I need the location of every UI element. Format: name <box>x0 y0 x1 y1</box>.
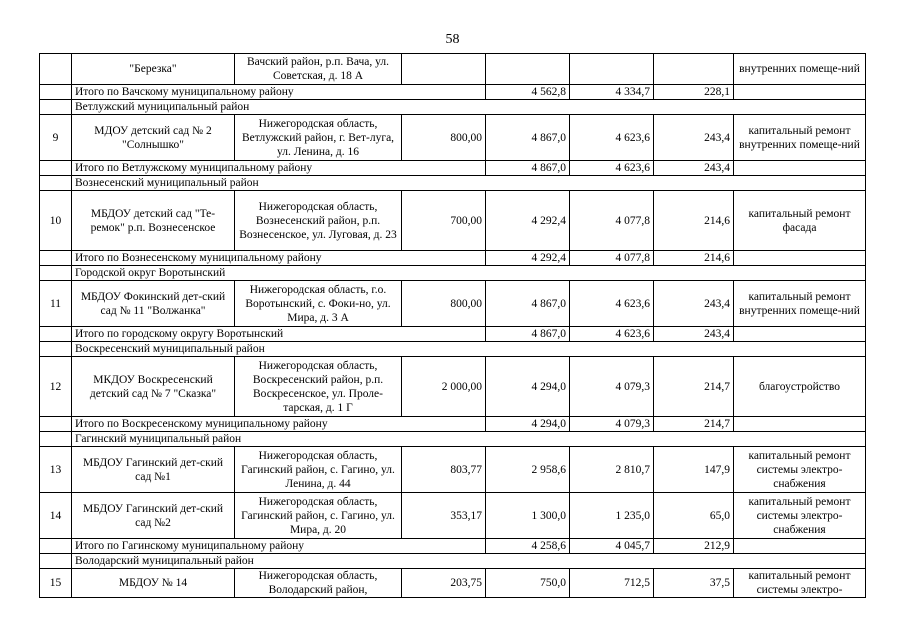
table-row <box>40 493 866 539</box>
empty-cell <box>734 161 866 176</box>
estimated-cost: 700,00 <box>402 191 486 251</box>
funding-local: 243,4 <box>654 115 734 161</box>
institution-name: МБДОУ детский сад "Те-ремок" р.п. Вознесенское <box>72 191 235 251</box>
subtotal-total: 4 867,0 <box>486 327 570 342</box>
empty-cell <box>40 176 72 191</box>
section-row <box>40 100 866 115</box>
subtotal-regional: 4 623,6 <box>570 161 654 176</box>
section-label: Володарский муниципальный район <box>72 554 866 569</box>
institution-address: Нижегородская область, Ветлужский район, г. Вет-луга, ул. Ленина, д. 16 <box>235 115 402 161</box>
subtotal-local: 214,7 <box>654 417 734 432</box>
estimated-cost: 203,75 <box>402 569 486 598</box>
table-row <box>40 281 866 327</box>
subtotal-label: Итого по Гагинскому муниципальному району <box>72 539 486 554</box>
section-row <box>40 342 866 357</box>
section-label: Городской округ Воротынский <box>72 266 866 281</box>
empty-cell <box>40 161 72 176</box>
empty-cell <box>40 342 72 357</box>
institution-address: Нижегородская область, Гагинский район, с. Гагино, ул. Ленина, д. 44 <box>235 447 402 493</box>
row-number: 10 <box>40 191 72 251</box>
table-row <box>40 569 866 598</box>
work-type: капитальный ремонт системы электро-снабжения <box>734 493 866 539</box>
funding-total: 750,0 <box>486 569 570 598</box>
section-label: Ветлужский муниципальный район <box>72 100 866 115</box>
estimated-cost: 2 000,00 <box>402 357 486 417</box>
subtotal-label: Итого по Ветлужскому муниципальному району <box>72 161 486 176</box>
section-row <box>40 554 866 569</box>
section-row <box>40 266 866 281</box>
funding-regional <box>570 54 654 85</box>
funding-local: 243,4 <box>654 281 734 327</box>
section-label: Воскресенский муниципальный район <box>72 342 866 357</box>
estimated-cost <box>402 54 486 85</box>
table-row <box>40 357 866 417</box>
work-type: капитальный ремонт системы электро-снабжения <box>734 447 866 493</box>
work-type: капитальный ремонт внутренних помеще-ний <box>734 115 866 161</box>
institution-name: МБДОУ Гагинский дет-ский сад №1 <box>72 447 235 493</box>
empty-cell <box>40 266 72 281</box>
subtotal-total: 4 562,8 <box>486 85 570 100</box>
funding-regional: 1 235,0 <box>570 493 654 539</box>
subtotal-regional: 4 079,3 <box>570 417 654 432</box>
row-number: 12 <box>40 357 72 417</box>
institution-address: Нижегородская область, Гагинский район, с. Гагино, ул. Мира, д. 20 <box>235 493 402 539</box>
empty-cell <box>734 539 866 554</box>
institution-address: Нижегородская область, Володарский район, <box>235 569 402 598</box>
empty-cell <box>40 100 72 115</box>
section-row <box>40 176 866 191</box>
subtotal-regional: 4 077,8 <box>570 251 654 266</box>
funding-local: 37,5 <box>654 569 734 598</box>
subtotal-local: 214,6 <box>654 251 734 266</box>
subtotal-total: 4 294,0 <box>486 417 570 432</box>
funding-total <box>486 54 570 85</box>
empty-cell <box>40 539 72 554</box>
work-type: внутренних помеще-ний <box>734 54 866 85</box>
funding-regional: 4 077,8 <box>570 191 654 251</box>
funding-local: 214,6 <box>654 191 734 251</box>
program-table <box>39 53 866 598</box>
institution-address: Нижегородская область, Воскресенский район, р.п. Воскресенское, ул. Проле-тарская, д. 1 Г <box>235 357 402 417</box>
subtotal-row <box>40 161 866 176</box>
funding-regional: 4 623,6 <box>570 115 654 161</box>
empty-cell <box>40 251 72 266</box>
funding-regional: 2 810,7 <box>570 447 654 493</box>
work-type: капитальный ремонт системы электро- <box>734 569 866 598</box>
row-number: 9 <box>40 115 72 161</box>
subtotal-total: 4 292,4 <box>486 251 570 266</box>
subtotal-total: 4 258,6 <box>486 539 570 554</box>
row-number: 11 <box>40 281 72 327</box>
subtotal-local: 212,9 <box>654 539 734 554</box>
funding-regional: 712,5 <box>570 569 654 598</box>
subtotal-total: 4 867,0 <box>486 161 570 176</box>
funding-total: 1 300,0 <box>486 493 570 539</box>
funding-total: 4 292,4 <box>486 191 570 251</box>
subtotal-regional: 4 623,6 <box>570 327 654 342</box>
page-number: 58 <box>445 32 460 47</box>
subtotal-regional: 4 334,7 <box>570 85 654 100</box>
subtotal-row <box>40 539 866 554</box>
institution-name: МБДОУ № 14 <box>72 569 235 598</box>
table-row <box>40 54 866 85</box>
section-row <box>40 432 866 447</box>
funding-total: 4 867,0 <box>486 281 570 327</box>
subtotal-label: Итого по Вознесенскому муниципальному району <box>72 251 486 266</box>
row-number: 14 <box>40 493 72 539</box>
subtotal-row <box>40 251 866 266</box>
table-row <box>40 115 866 161</box>
section-label: Гагинский муниципальный район <box>72 432 866 447</box>
funding-total: 4 294,0 <box>486 357 570 417</box>
institution-address: Нижегородская область, Вознесенский район, р.п. Вознесенское, ул. Луговая, д. 23 <box>235 191 402 251</box>
estimated-cost: 803,77 <box>402 447 486 493</box>
subtotal-local: 243,4 <box>654 161 734 176</box>
institution-name: "Березка" <box>72 54 235 85</box>
subtotal-row <box>40 85 866 100</box>
row-number: 13 <box>40 447 72 493</box>
work-type: благоустройство <box>734 357 866 417</box>
subtotal-label: Итого по Вачскому муниципальному району <box>72 85 486 100</box>
estimated-cost: 800,00 <box>402 281 486 327</box>
table-row <box>40 447 866 493</box>
funding-local <box>654 54 734 85</box>
empty-cell <box>734 327 866 342</box>
subtotal-row <box>40 327 866 342</box>
subtotal-label: Итого по городскому округу Воротынский <box>72 327 486 342</box>
row-number: 15 <box>40 569 72 598</box>
funding-regional: 4 623,6 <box>570 281 654 327</box>
empty-cell <box>40 417 72 432</box>
subtotal-label: Итого по Воскресенскому муниципальному району <box>72 417 486 432</box>
funding-local: 147,9 <box>654 447 734 493</box>
funding-total: 4 867,0 <box>486 115 570 161</box>
subtotal-local: 228,1 <box>654 85 734 100</box>
row-number <box>40 54 72 85</box>
funding-local: 214,7 <box>654 357 734 417</box>
empty-cell <box>40 85 72 100</box>
institution-name: МКДОУ Воскресенский детский сад № 7 "Сказка" <box>72 357 235 417</box>
subtotal-row <box>40 417 866 432</box>
estimated-cost: 353,17 <box>402 493 486 539</box>
institution-address: Нижегородская область, г.о. Воротынский, с. Фоки-но, ул. Мира, д. 3 А <box>235 281 402 327</box>
empty-cell <box>734 85 866 100</box>
section-label: Вознесенский муниципальный район <box>72 176 866 191</box>
empty-cell <box>40 327 72 342</box>
funding-local: 65,0 <box>654 493 734 539</box>
institution-address: Вачский район, р.п. Вача, ул. Советская, д. 18 А <box>235 54 402 85</box>
estimated-cost: 800,00 <box>402 115 486 161</box>
institution-name: МБДОУ Фокинский дет-ский сад № 11 "Волжанка" <box>72 281 235 327</box>
funding-total: 2 958,6 <box>486 447 570 493</box>
work-type: капитальный ремонт фасада <box>734 191 866 251</box>
subtotal-local: 243,4 <box>654 327 734 342</box>
institution-name: МДОУ детский сад № 2 "Солнышко" <box>72 115 235 161</box>
empty-cell <box>734 417 866 432</box>
institution-name: МБДОУ Гагинский дет-ский сад №2 <box>72 493 235 539</box>
empty-cell <box>40 432 72 447</box>
table-row <box>40 191 866 251</box>
subtotal-regional: 4 045,7 <box>570 539 654 554</box>
empty-cell <box>734 251 866 266</box>
empty-cell <box>40 554 72 569</box>
funding-regional: 4 079,3 <box>570 357 654 417</box>
work-type: капитальный ремонт внутренних помеще-ний <box>734 281 866 327</box>
